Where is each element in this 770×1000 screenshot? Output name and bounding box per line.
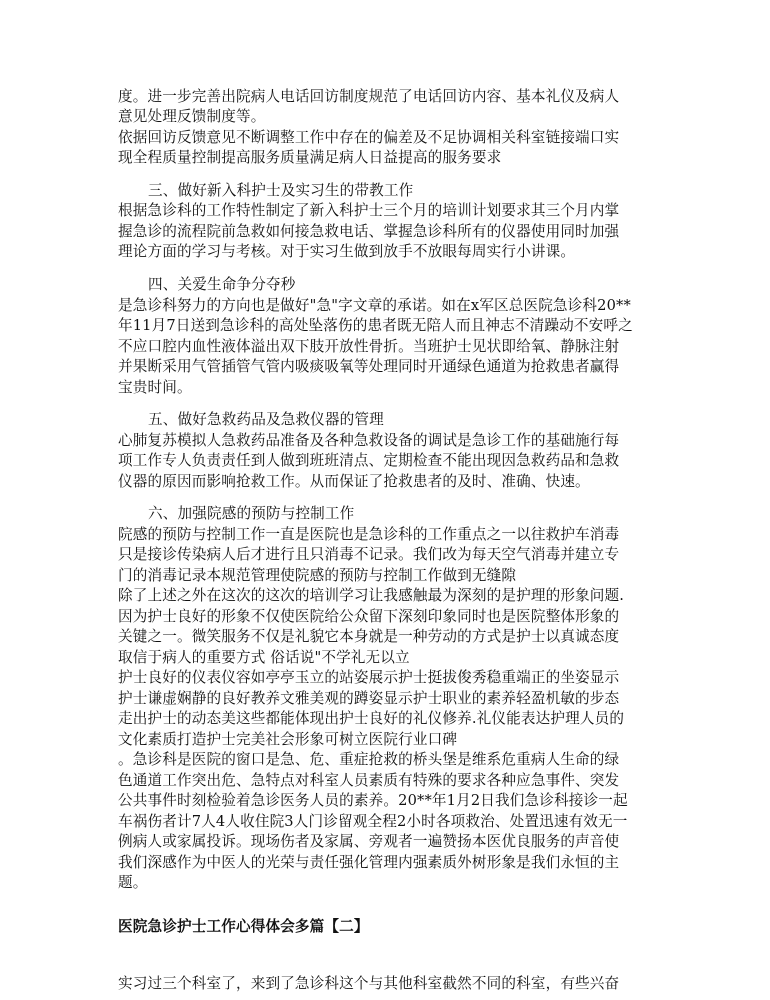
text-line: 仪器的原因而影响抢救工作。从而保证了抢救患者的及时、准确、快速。 — [118, 473, 590, 490]
text-line: 护士良好的仪表仪容如亭亭玉立的站姿展示护士挺拔俊秀稳重端正的坐姿显示 — [118, 669, 620, 686]
text-line: 心肺复苏模拟人急救药品准备及各种急救设备的调试是急诊工作的基础施行每 — [118, 432, 620, 449]
text-line: 除了上述之外在这次的这次的培训学习让我感触最为深刻的是护理的形象问题. — [118, 587, 625, 604]
text-line: 车祸伤者计7人4人收住院3人门诊留观全程2小时各项救治、处置迅速有效无一 — [118, 813, 628, 830]
text-line: 现全程质量控制提高服务质量满足病人日益提高的服务要求 — [118, 149, 502, 166]
text-line: 走出护士的动态美这些都能体现出护士良好的礼仪修养.礼仪能表达护理人员的 — [118, 710, 625, 727]
text-line: 宝贵时间。 — [118, 379, 192, 396]
text-line: 度。进一步完善出院病人电话回访制度规范了电话回访内容、基本礼仪及病人 — [118, 88, 620, 105]
article-subtitle: 医院急诊护士工作心得体会多篇【二】 — [118, 918, 369, 935]
text-line: 理论方面的学习与考核。对于实习生做到放手不放眼每周实行小讲课。 — [118, 243, 576, 260]
text-line: 门的消毒记录本规范管理使院感的预防与控制工作做到无缝隙 — [118, 567, 517, 584]
text-line: 实习过三个科室了，来到了急诊科这个与其他科室截然不同的科室，有些兴奋 — [118, 975, 620, 992]
text-line: 不应口腔内血性液体溢出双下肢开放性骨折。当班护士见状即给氧、静脉注射 — [118, 338, 620, 355]
text-line: 年11月7日送到急诊科的高处坠落伤的患者既无陪人而且神志不清躁动不安呼之 — [118, 317, 633, 334]
text-line: 题。 — [118, 874, 148, 891]
section-heading: 四、关爱生命争分夺秒 — [148, 276, 296, 293]
text-line: 文化素质打造护士完美社会形象可树立医院行业口碑 — [118, 731, 458, 748]
text-line: 例病人或家属投诉。现场伤者及家属、旁观者一遍赞扬本医优良服务的声音使 — [118, 833, 620, 850]
text-line: 依据回访反馈意见不断调整工作中存在的偏差及不足协调相关科室链接端口实 — [118, 129, 620, 146]
text-line: 只是接诊传染病人后才进行且只消毒不记录。我们改为每天空气消毒并建立专 — [118, 546, 620, 563]
text-line: 是急诊科努力的方向也是做好"急"字文章的承诺。如在x军区总医院急诊科20** — [118, 297, 631, 314]
text-line: 我们深感作为中医人的光荣与责任强化管理内强素质外树形象是我们永恒的主 — [118, 854, 620, 871]
text-line: 并果断采用气管插管气管内吸痰吸氧等处理同时开通绿色通道为抢救患者赢得 — [118, 358, 620, 375]
text-line: 。急诊科是医院的窗口是急、危、重症抢救的桥头堡是维系危重病人生命的绿 — [118, 751, 620, 768]
section-heading: 六、加强院感的预防与控制工作 — [148, 505, 355, 522]
text-line: 意见处理反馈制度等。 — [118, 108, 266, 125]
text-line: 护士谦虚娴静的良好教养文雅美观的蹲姿显示护士职业的素养轻盈机敏的步态 — [118, 690, 620, 707]
text-line: 色通道工作突出危、急特点对科室人员素质有特殊的要求各种应急事件、突发 — [118, 772, 620, 789]
text-line: 院感的预防与控制工作一直是医院也是急诊科的工作重点之一以往救护车消毒 — [118, 526, 620, 543]
text-line: 根据急诊科的工作特性制定了新入科护士三个月的培训计划要求其三个月内掌 — [118, 202, 620, 219]
text-line: 公共事件时刻检验着急诊医务人员的素养。20**年1月2日我们急诊科接诊一起 — [118, 792, 628, 809]
text-line: 取信于病人的重要方式 俗话说"不学礼无以立 — [118, 649, 410, 666]
text-line: 因为护士良好的形象不仅使医院给公众留下深刻印象同时也是医院整体形象的 — [118, 608, 620, 625]
section-heading: 三、做好新入科护士及实习生的带教工作 — [148, 182, 414, 199]
text-line: 握急诊的流程院前急救如何接急救电话、掌握急诊科所有的仪器使用同时加强 — [118, 223, 620, 240]
text-line: 项工作专人负责责任到人做到班班清点、定期检查不能出现因急救药品和急救 — [118, 452, 620, 469]
section-heading: 五、做好急救药品及急救仪器的管理 — [148, 411, 384, 428]
text-line: 关键之一。微笑服务不仅是礼貌它本身就是一种劳动的方式是护士以真诚态度 — [118, 628, 620, 645]
